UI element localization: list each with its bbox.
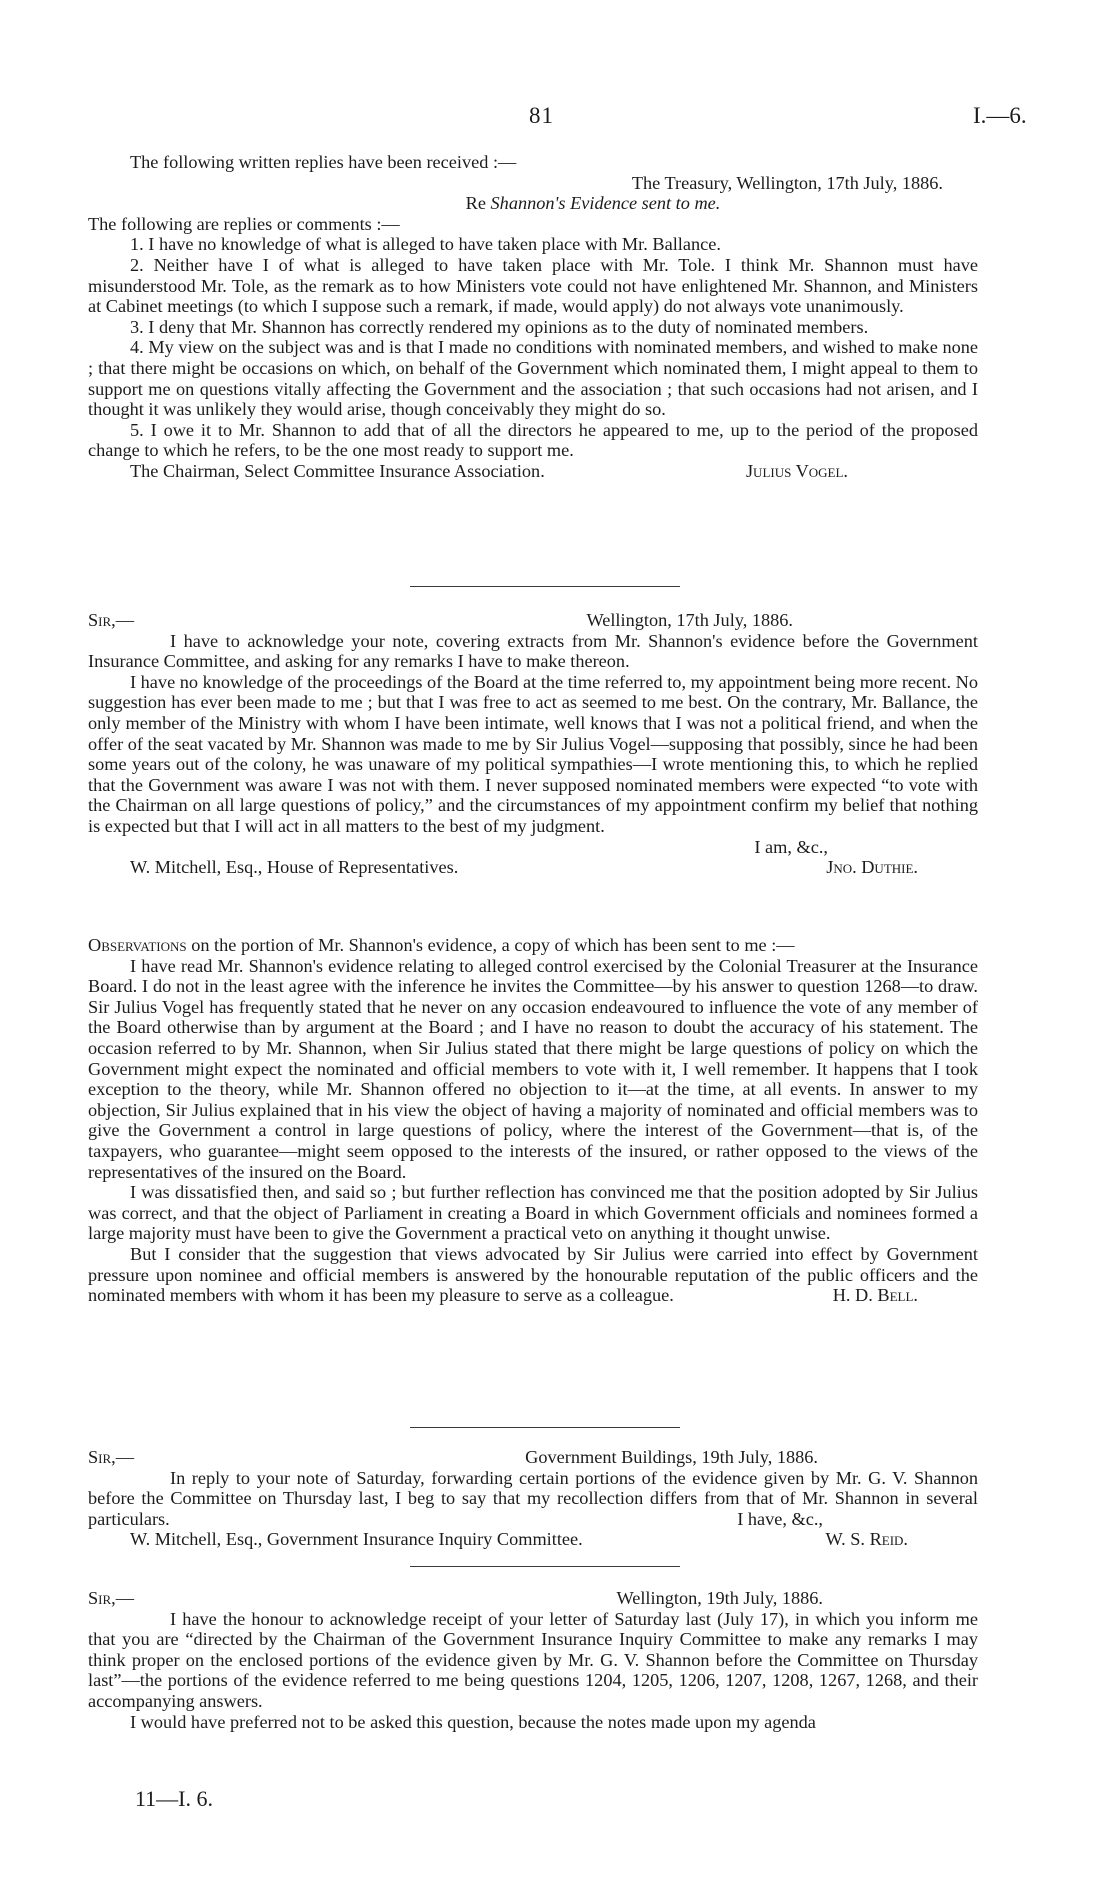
paragraph: In reply to your note of Saturday, forwarding certain portions of the evidence given by Mr. G. V. Shannon before the Committee on Thursday last, I beg to say that my recollection differs from that of Mr. Shannon in several particulars. (88, 1467, 978, 1529)
paragraph: But I consider that the suggestion that views advocated by Sir Julius were carried into effect by Government pressure upon nominee and official members is answered by the honourable reputation of the public officers and the nominated members with whom it has been my pleasure to serve as a colleague. (88, 1243, 978, 1306)
dateline: Government Buildings, 19th July, 1886. (525, 1447, 818, 1467)
signature: W. S. Reid. (825, 1529, 908, 1550)
heading: Observations on the portion of Mr. Shannon's evidence, a copy of which has been sent to me :— (88, 935, 795, 955)
dateline: Wellington, 17th July, 1886. (586, 610, 793, 630)
vogel-letter (88, 152, 978, 482)
paragraph: I was dissatisfied then, and said so ; but further reflection has convinced me that the position adopted by Sir Julius was correct, and that the object of Parliament in creating a Board in which Government officials and nominees formed a large majority must have been to give the Government a practical veto on anything it thought unwise. (88, 1182, 978, 1244)
salutation-row (88, 1588, 978, 1609)
paragraph: I would have preferred not to be asked this question, because the notes made upon my agenda (130, 1711, 816, 1732)
salutation: Sir,— (88, 610, 135, 630)
page-number: 81 (529, 103, 554, 128)
salutation-row (88, 1447, 978, 1468)
closing: I have, &c., (737, 1508, 823, 1529)
salutation: Sir,— (88, 1588, 135, 1608)
reply-item: 3. I deny that Mr. Shannon has correctly rendered my opinions as to the duty of nominated members. (130, 316, 869, 337)
duthie-letter (88, 610, 978, 878)
signature: Jno. Duthie. (826, 857, 918, 878)
reply-item: 5. I owe it to Mr. Shannon to add that of all the directors he appeared to me, up to the period of the proposed change to which he refers, to be the one most ready to support me. (88, 419, 978, 461)
signature: H. D. Bell. (832, 1285, 918, 1306)
dateline: The Treasury, Wellington, 17th July, 1886. (631, 172, 943, 193)
page-reference: I.—6. (973, 103, 1027, 128)
paragraph: I have to acknowledge your note, covering extracts from Mr. Shannon's evidence before the Government Insurance Committee, and asking for any remarks I have to make thereon. (88, 630, 978, 672)
salutation: Sir,— (88, 1447, 135, 1467)
divider (410, 1566, 680, 1567)
paragraph: I have no knowledge of the proceedings of the Board at the time referred to, my appointment being more recent. No suggestion has ever been made to me ; but that I was free to act as seemed to me best. On the contrary, Mr. Ballance, the only member of the Ministry with whom I have been intimate, well knows that I was not a political friend, and when the offer of the seat vacated by Mr. Shannon was made to me by Sir Julius Vogel—supposing that possibly, since he had been some years out of the colony, he was unaware of my political sympathies—I wrote mentioning this, to which he replied that the Government was aware I was not with them. I never supposed nominated members were expected “to vote with the Chairman on all large questions of policy,” and the circumstances of my appointment confirm my belief that nothing is expected but that I will act in all matters to the best of my judgment. (88, 671, 978, 836)
re-line: Re Shannon's Evidence sent to me. (465, 193, 721, 214)
final-letter (88, 1588, 978, 1732)
reid-letter (88, 1447, 978, 1550)
reply-item: 1. I have no knowledge of what is alleged to have taken place with Mr. Ballance. (130, 234, 721, 255)
dateline: Wellington, 19th July, 1886. (616, 1588, 823, 1608)
addressee: W. Mitchell, Esq., House of Representatives. (130, 857, 459, 878)
signature: Julius Vogel. (745, 460, 848, 481)
signature-mark: 11—I. 6. (135, 1786, 214, 1811)
paragraph: I have read Mr. Shannon's evidence relating to alleged control exercised by the Colonial Treasurer at the Insurance Board. I do not in the least agree with the inference he invites the Committee—by his answer to question 1268—to draw. Sir Julius Vogel has frequently stated that he never on any occasion endeavoured to influence the vote of any member of the Board otherwise than by argument at the Board ; and I have no reason to doubt the accuracy of his statement. The occasion referred to by Mr. Shannon, when Sir Julius stated that there might be large questions of policy on which the Government might expect the nominated and official members to vote with it, I well remember. It happens that I took exception to the theory, while Mr. Shannon offered no objection to it—at the time, at all events. In answer to my objection, Sir Julius explained that in his view the object of having a majority of nominated and official members was to give the Government a control in large questions of policy, where the interest of the Government—that is, of the taxpayers, who guarantee—might seem opposed to the interests of the insured, or rather opposed to the views of the representatives of the insured on the Board. (88, 955, 978, 1182)
closing: I am, &c., (754, 836, 828, 857)
reply-item: 4. My view on the subject was and is that I made no conditions with nominated members, and wished to make none ; that there might be occasions on which, on behalf of the Government which nominated them, I might appeal to them to support me on questions vitally affecting the Government and the association ; that such occasions had not arisen, and I thought it was unlikely they would arise, though conceivably they might do so. (88, 337, 978, 420)
intro-line: The following written replies have been received :— (130, 152, 517, 172)
sign-row (88, 1529, 978, 1550)
reply-item: 2. Neither have I of what is alleged to have taken place with Mr. Tole. I think Mr. Shannon must have misunderstood Mr. Tole, as the remark as to how Ministers vote could not have enlightened Mr. Shannon, and Ministers at Cabinet meetings (to which I suppose such a remark, if made, would apply) do not always vote unanimously. (88, 254, 978, 317)
paragraph: I have the honour to acknowledge receipt of your letter of Saturday last (July 17), in which you inform me that you are “directed by the Chairman of the Government Insurance Inquiry Committee to make any remarks I may think proper on the enclosed portions of the evidence given by Mr. G. V. Shannon before the Committee on Thursday last”—the portions of the evidence referred to me being questions 1204, 1205, 1206, 1207, 1208, 1267, 1268, and their accompanying answers. (88, 1608, 978, 1711)
lead-line: The following are replies or comments :— (88, 213, 400, 234)
addressee: W. Mitchell, Esq., Government Insurance Inquiry Committee. (130, 1529, 583, 1550)
sign-row (88, 837, 978, 878)
bell-observations (88, 935, 978, 1306)
sign-row (88, 461, 978, 482)
salutation-row (88, 610, 978, 631)
divider (410, 1427, 680, 1428)
divider (410, 586, 680, 587)
addressee: The Chairman, Select Committee Insurance Association. (130, 460, 545, 481)
